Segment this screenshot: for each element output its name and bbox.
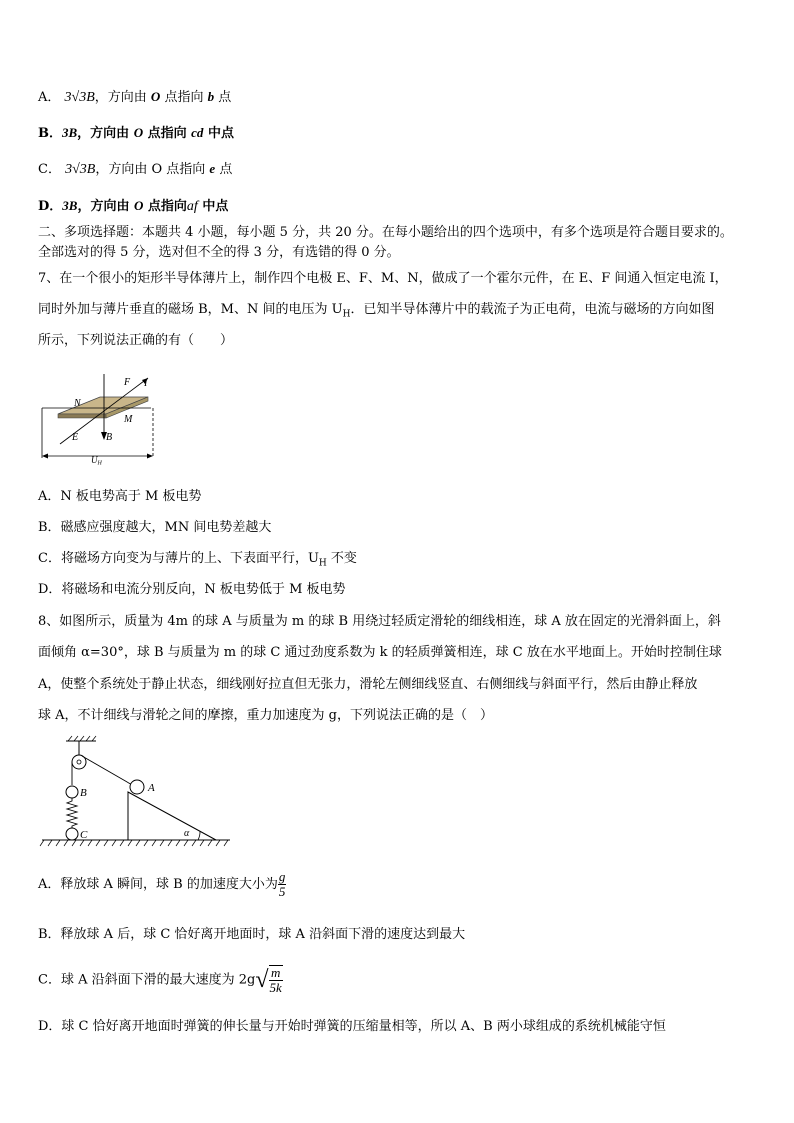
label-a: A — [148, 782, 155, 794]
pulley-incline-figure — [38, 735, 238, 853]
label-e: E — [72, 432, 79, 443]
label-n: N — [74, 398, 81, 409]
section-header-line-2: 全部选对的得 5 分，选对但不全的得 3 分，有选错的得 0 分。 — [38, 245, 400, 260]
q8-stem-line-2: 面倾角 α=30°，球 B 与质量为 m 的球 C 通过劲度系数为 k 的轻质弹簧相连，球 C 放在水平地面上。开始时控制住球 — [38, 645, 722, 660]
fraction-m-over-5k: $\frac{m}{5k}$ — [269, 965, 282, 995]
voltage-left-arrow-icon — [42, 454, 48, 459]
voltage-right-arrow-icon — [147, 454, 153, 459]
q8-stem-line-3: A，使整个系统处于静止状态，细线刚好拉直但无张力，滑轮左侧细线竖直、右侧细线与斜面平行，然后由静止释放 — [38, 677, 698, 692]
q7-option-d: D．将磁场和电流分别反向，N 板电势低于 M 板电势 — [38, 582, 346, 597]
label-b: B — [106, 432, 113, 443]
q7-option-a: A．N 板电势高于 M 板电势 — [38, 489, 202, 504]
ball-a — [130, 780, 144, 794]
fraction-g-over-5: $\frac{g}{5}$ — [278, 869, 286, 899]
q6-option-d: D．3B，方向由 O 点指向af 中点 — [38, 198, 229, 214]
hall-element-figure — [36, 370, 166, 466]
q7-stem-line-1: 7、在一个很小的矩形半导体薄片上，制作四个电极 E、F、M、N，做成了一个霍尔元件，在 E、F 间通入恒定电流 I， — [38, 271, 728, 286]
label-i: I — [144, 378, 148, 389]
ball-c — [66, 828, 78, 840]
q8-option-c: C．球 A 沿斜面下滑的最大速度为 2g√ $\frac{m}{5k}$ — [38, 965, 282, 995]
q8-option-a: A．释放球 A 瞬间，球 B 的加速度大小为 $\frac{g}{5}$ — [38, 869, 286, 899]
q7-stem-line-2: 同时外加与薄片垂直的磁场 B，M、N 间的电压为 $U_H$．已知半导体薄片中的载流子为正电荷，电流与磁场的方向如图 — [38, 302, 715, 320]
ball-b — [66, 786, 78, 798]
q8-option-b: B．释放球 A 后，球 C 恰好离开地面时，球 A 沿斜面下滑的速度达到最大 — [38, 927, 466, 942]
label-b: B — [80, 787, 87, 799]
sqrt-icon: √ — [255, 967, 269, 993]
q6-option-b: B．3B，方向由 O 点指向 cd 中点 — [38, 125, 234, 141]
spring-icon — [67, 798, 77, 828]
q6-option-a: A． 3√3B，方向由 O 点指向 b 点 — [38, 89, 232, 105]
q6-option-c: C． 3√3B，方向由 O 点指向 e 点 — [38, 161, 233, 177]
q8-stem-line-4: 球 A，不计细线与滑轮之间的摩擦，重力加速度为 g，下列说法正确的是（ ） — [38, 708, 493, 723]
q8-option-d: D．球 C 恰好离开地面时弹簧的伸长量与开始时弹簧的压缩量相等，所以 A、B 两小球组成的系统机械能守恒 — [38, 1019, 666, 1034]
q7-option-c: C．将磁场方向变为与薄片的上、下表面平行，$U_H$ 不变 — [38, 551, 357, 569]
label-u: UH — [91, 455, 102, 466]
section-header-line-1: 二、多项选择题：本题共 4 小题，每小题 5 分，共 20 分。在每小题给出的四个选项中，有多个选项是符合题目要求的。 — [38, 225, 733, 240]
q8-stem-line-1: 8、如图所示，质量为 4m 的球 A 与质量为 m 的球 B 用绕过轻质定滑轮的细线相连，球 A 放在固定的光滑斜面上，斜 — [38, 614, 721, 629]
label-f: F — [124, 377, 131, 388]
incline — [128, 792, 216, 840]
ceiling-hatch — [68, 736, 96, 741]
label-m: M — [124, 414, 133, 425]
q7-option-b: B．磁感应强度越大，MN 间电势差越大 — [38, 520, 272, 535]
ground-hatch — [40, 840, 228, 846]
q7-stem-line-3: 所示，下列说法正确的有（ ） — [38, 333, 234, 348]
string-right — [82, 756, 134, 786]
label-alpha: α — [184, 828, 190, 839]
label-c: C — [80, 829, 88, 841]
